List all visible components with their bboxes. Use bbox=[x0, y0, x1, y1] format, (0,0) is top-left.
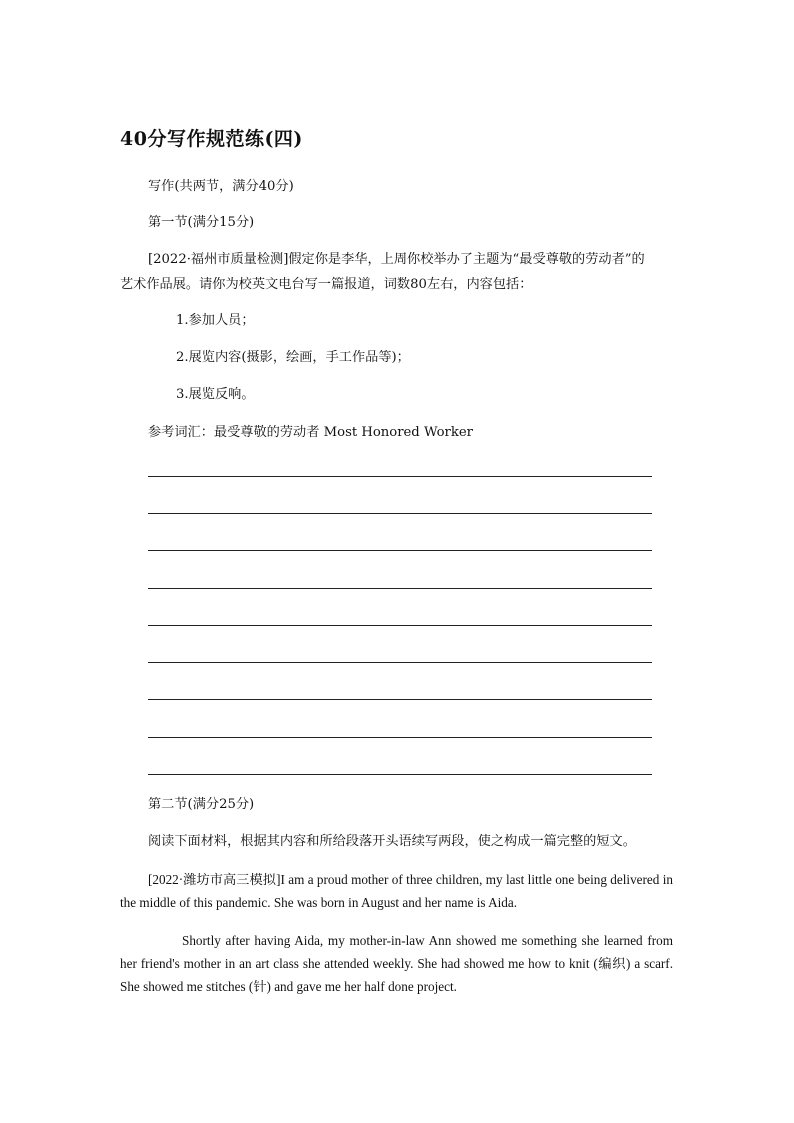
answer-line[interactable] bbox=[148, 476, 652, 477]
story-paragraph-1: [2022·潍坊市高三模拟]I am a proud mother of three children, my last little one being delivered in the middle of this pandemic. She was born in August and her name is Aida. bbox=[120, 872, 673, 910]
answer-line[interactable] bbox=[148, 513, 652, 514]
point-item-1: 1.参加人员； bbox=[176, 313, 255, 328]
answer-line[interactable] bbox=[148, 699, 652, 700]
answer-line[interactable] bbox=[148, 737, 652, 738]
answer-line[interactable] bbox=[148, 588, 652, 589]
answer-line[interactable] bbox=[148, 662, 652, 663]
part1-prompt-line-2: 艺术作品展。请你为校英文电台写一篇报道，词数80左右，内容包括： bbox=[120, 277, 533, 292]
answer-line[interactable] bbox=[148, 550, 652, 551]
page-title: 40分写作规范练(四) bbox=[120, 128, 303, 150]
answer-line[interactable] bbox=[148, 774, 652, 775]
part2-instruction: 阅读下面材料，根据其内容和所给段落开头语续写两段，使之构成一篇完整的短文。 bbox=[148, 834, 636, 849]
story-paragraph-2: Shortly after having Aida, my mother-in-law Ann showed me something she learned from her friend's mother in an art class she attended weekly. She had showed me how to knit (编织) a scarf. She showed me stitches (针) and gave me her half done project. bbox=[120, 933, 673, 994]
reference-vocab: 参考词汇：最受尊敬的劳动者 Most Honored Worker bbox=[148, 425, 473, 440]
point-item-3: 3.展览反响。 bbox=[176, 387, 255, 402]
part2-heading: 第二节(满分25分) bbox=[148, 797, 255, 812]
part1-heading: 第一节(满分15分) bbox=[148, 215, 255, 230]
point-item-2: 2.展览内容(摄影，绘画，手工作品等)； bbox=[176, 350, 410, 365]
part1-prompt-line-1: [2022·福州市质量检测]假定你是李华，上周你校举办了主题为“最受尊敬的劳动者”的 bbox=[148, 252, 645, 267]
section-intro: 写作(共两节，满分40分) bbox=[148, 179, 294, 194]
answer-line[interactable] bbox=[148, 625, 652, 626]
